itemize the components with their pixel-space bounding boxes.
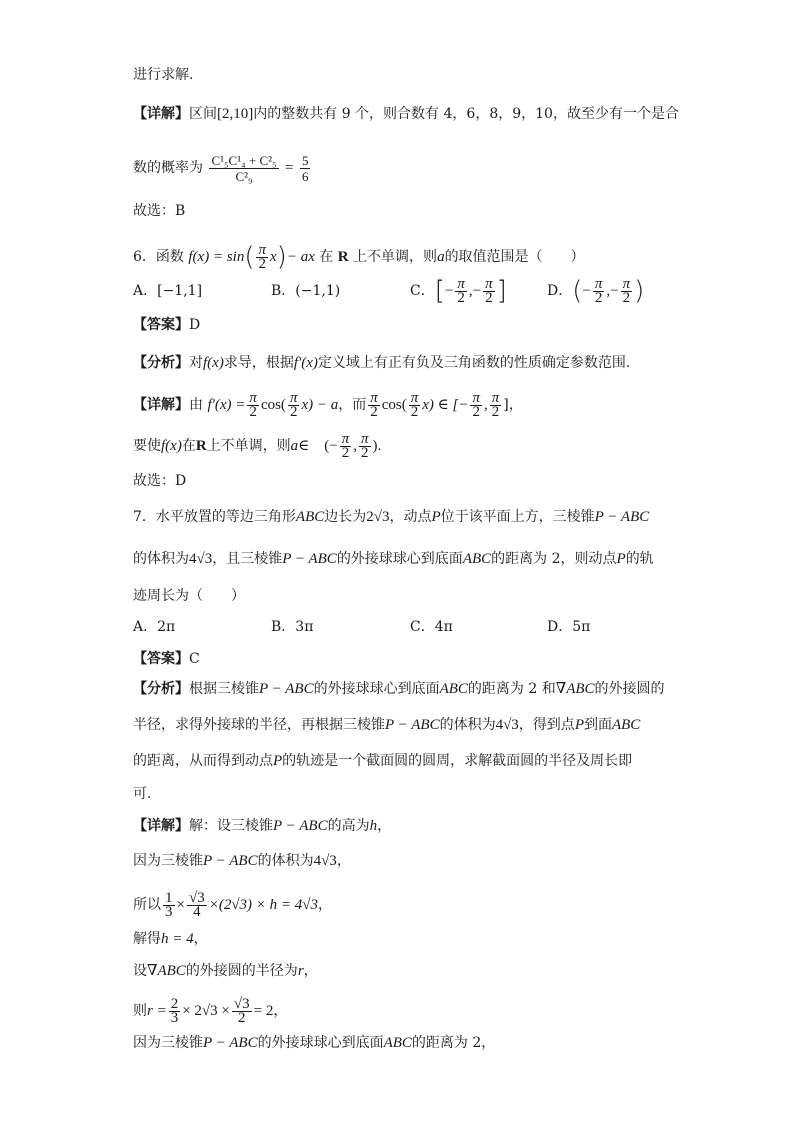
- answer-tag: 【答案】: [133, 651, 189, 667]
- text-span: 根据三棱锥: [189, 681, 259, 697]
- denominator: 2: [341, 444, 350, 461]
- q5-detail-line: [133, 103, 734, 125]
- text-span: 区间: [189, 106, 217, 122]
- numerator: √3: [188, 889, 205, 906]
- fraction-numerator: 5: [301, 152, 309, 168]
- text-span: 设: [133, 963, 147, 979]
- text-span: 定义域上有正有负及三角函数的性质确定参数范围.: [317, 355, 631, 371]
- text-span: 的轨迹是一个截面圆的圆周，求解截面圆的半径及周长即: [282, 753, 633, 769]
- text-span: 可.: [133, 786, 152, 802]
- text-span: ，: [336, 853, 351, 869]
- math-abc: ABC: [383, 1035, 412, 1051]
- math-p: P: [574, 717, 584, 733]
- text-span: 在: [314, 249, 338, 265]
- text-span: 位于该平面上方，三棱锥: [440, 509, 595, 525]
- denominator: 2: [491, 403, 500, 420]
- math-pabc: P − ABC: [203, 1035, 258, 1051]
- denominator: 2: [622, 289, 631, 306]
- q7-detail-2: [133, 850, 734, 872]
- text-span: 因为三棱锥: [133, 1035, 203, 1051]
- text-span: 的距离，从而得到动点: [133, 753, 273, 769]
- variable-x: x: [270, 249, 277, 265]
- q7-option-d[interactable]: [547, 616, 590, 638]
- numerator: √3: [233, 995, 250, 1012]
- numerator: π: [258, 241, 266, 258]
- text-span: 的取值范围是（ ）: [444, 249, 585, 265]
- numerator: π: [361, 430, 369, 447]
- text-span: 对: [189, 355, 203, 371]
- text-span: 的外接圆的半径为: [185, 963, 298, 979]
- q6-stem: [133, 240, 734, 274]
- math-triangle: ∇ABC: [147, 963, 186, 979]
- q7-option-c[interactable]: [410, 616, 453, 638]
- q5-prob-line: [133, 150, 734, 186]
- side-length: 2√3: [366, 509, 390, 525]
- option-label: D．: [547, 283, 573, 299]
- pi-over-2: [490, 389, 502, 420]
- text-span: 的外接球球心到底面: [336, 551, 463, 567]
- text-span: 所以: [133, 897, 161, 913]
- math-fprime: f′(x): [293, 355, 318, 371]
- text-span: ，而: [338, 397, 367, 413]
- q6-conclusion: 要使f(x)在R上不单调，则a∈ (− $\frac{\pi}{2}$ , $\frac{\pi}{2}$ ).: [133, 430, 382, 461]
- math-pabc: P − ABC: [259, 681, 314, 697]
- volume: 4√3: [313, 853, 337, 869]
- q6-answer: [133, 314, 734, 336]
- math-expr: = 2: [253, 1003, 274, 1019]
- q6-analysis: [133, 352, 734, 374]
- text-span: 的体积为: [439, 717, 496, 733]
- numerator: π: [491, 389, 500, 406]
- volume: 4√3: [189, 551, 213, 567]
- question-number: 7．水平放置的等边三角形: [133, 509, 296, 525]
- text-span: 迹周长为（ ）: [133, 588, 245, 604]
- cos-label: cos(: [260, 397, 286, 413]
- text-span: 的轨: [625, 551, 654, 567]
- math-r: r: [297, 963, 304, 979]
- math-abc: ABC: [611, 717, 641, 733]
- analysis-tag: 【分析】: [133, 355, 189, 371]
- text-span: 求导，根据: [223, 355, 294, 371]
- text-span: ，得到点: [518, 717, 575, 733]
- sqrt3-over-2: [232, 995, 252, 1026]
- text-span: 由: [189, 397, 203, 413]
- math-pabc: P − ABC: [273, 818, 328, 834]
- text-span: 的距离为 2 和: [467, 681, 556, 697]
- text-span: 的体积为: [257, 853, 314, 869]
- function-expr: f(x) = sin: [188, 249, 245, 265]
- text-span: 解得: [133, 931, 161, 947]
- numerator: 2: [170, 995, 179, 1012]
- denominator: 2: [485, 289, 493, 306]
- result-fraction: [300, 153, 311, 184]
- q7-detail-3: 所以 $\frac{1}{3}$ × $\frac{√3}{4}$ ×(2√3) × h = 4√3，: [133, 889, 333, 920]
- q7-detail-5: [133, 960, 734, 982]
- paren-left: (: [572, 276, 583, 306]
- text-span: 的外接圆的: [594, 681, 665, 697]
- math-expr: ∈ (−: [298, 438, 338, 454]
- reals-symbol: R: [337, 249, 349, 265]
- math-pabc: P − ABC: [203, 853, 258, 869]
- text-span: ，: [273, 1003, 288, 1019]
- math-fx: f(x): [203, 355, 224, 371]
- text-span: 边长为: [324, 509, 367, 525]
- math-pabc: P − ABC: [594, 509, 650, 525]
- option-label: A．2π: [133, 619, 176, 635]
- cos-label: cos(: [381, 397, 407, 413]
- text-span: 要使: [133, 438, 161, 454]
- analysis-tag: 【分析】: [133, 681, 189, 697]
- q7-option-a[interactable]: [133, 616, 175, 638]
- pi-over-2: [359, 430, 371, 461]
- text-span: 的体积为: [133, 551, 189, 567]
- q6-choice: [133, 470, 734, 492]
- pi-over-2: [247, 389, 259, 420]
- detail-tag: 【详解】: [133, 106, 189, 122]
- option-label: D．5π: [547, 619, 591, 635]
- math-p: P: [616, 551, 626, 567]
- pi-over-2: [409, 389, 421, 420]
- q7-stem-2: [133, 548, 734, 570]
- text-span: ，: [193, 931, 208, 947]
- math-triangle: ∇ABC: [555, 681, 595, 697]
- numerator: π: [594, 275, 603, 292]
- denominator: 3: [165, 903, 173, 920]
- text-span: 数的概率为: [133, 160, 203, 176]
- param-a: a: [437, 249, 445, 265]
- numerator: π: [457, 275, 465, 292]
- denominator: 2: [410, 403, 419, 420]
- q6-option-a[interactable]: [133, 280, 202, 302]
- neg-pi-over-2: [455, 275, 467, 306]
- answer-tag: 【答案】: [133, 317, 189, 333]
- answer-text: 故选：D: [133, 473, 187, 489]
- neg-pi-over-2: [593, 275, 605, 306]
- math-expr: h = 4: [161, 931, 194, 947]
- denominator: 2: [361, 444, 369, 461]
- text-span: ，: [318, 897, 333, 913]
- q7-detail-6: [133, 994, 734, 1028]
- fraction-numerator: C¹₅C¹₄ + C²₅: [211, 152, 277, 168]
- text-line: [133, 64, 734, 86]
- math-h: h: [369, 818, 378, 834]
- option-label: A．[−1,1]: [133, 283, 203, 299]
- one-third: [163, 889, 175, 920]
- math-expr: ).: [372, 438, 382, 454]
- equals-sign: =: [285, 160, 294, 176]
- option-label: B．3π: [271, 619, 314, 635]
- pi-over-2: [256, 241, 268, 272]
- param-a: a: [290, 438, 299, 454]
- pi-over-2: [368, 389, 380, 420]
- math-p: P: [273, 753, 283, 769]
- math-pabc: P − ABC: [385, 717, 440, 733]
- denominator: 2: [237, 1009, 246, 1026]
- text-span: 上不单调，则: [348, 249, 438, 265]
- numerator: π: [341, 430, 350, 447]
- option-label: C．: [410, 283, 435, 299]
- text-span: ，: [303, 963, 318, 979]
- text-span: 的高为: [327, 818, 370, 834]
- detail-tag: 【详解】: [133, 397, 189, 413]
- bracket-left: [: [434, 276, 445, 306]
- neg-pi-over-2: [621, 275, 633, 306]
- text-span: 在: [181, 438, 196, 454]
- q7-stem-3: [133, 585, 734, 607]
- paren-left: (: [244, 242, 255, 272]
- numerator: π: [370, 389, 378, 406]
- q7-analysis-3: [133, 750, 734, 772]
- q7-detail-1: [133, 815, 734, 837]
- q5-answer-line: [133, 200, 734, 222]
- q7-option-b[interactable]: [271, 616, 313, 638]
- math-abc: ABC: [295, 509, 325, 525]
- numerator: π: [485, 275, 493, 292]
- text-span: 内的整数共有 9 个，则合数有 4，6，8，9，10，故至少有一个是合: [253, 106, 679, 122]
- denominator: 2: [472, 403, 480, 420]
- q7-stem-1: [133, 506, 734, 528]
- denominator: 3: [170, 1009, 179, 1026]
- math-expr: r =: [147, 1003, 167, 1019]
- denominator: 2: [249, 403, 257, 420]
- paren-right: ): [634, 276, 645, 306]
- text-span: 到面: [583, 717, 612, 733]
- text-span: 因为三棱锥: [133, 853, 203, 869]
- q7-analysis-4: [133, 783, 734, 805]
- text-span: ，动点: [389, 509, 432, 525]
- pi-over-2: [470, 389, 482, 420]
- text-span: ]，: [503, 397, 523, 413]
- math-expr: x) ∈ [−: [422, 397, 469, 413]
- numerator: π: [472, 389, 480, 406]
- text-span: 解：设三棱锥: [189, 818, 273, 834]
- answer-text: 故选：B: [133, 203, 186, 219]
- math-pabc: P − ABC: [282, 551, 337, 567]
- math-fprime: f′(x) =: [207, 397, 246, 413]
- text-span: ，: [377, 818, 392, 834]
- q6-option-b[interactable]: [271, 280, 340, 302]
- fraction-denominator: 6: [301, 168, 309, 184]
- denominator: 4: [193, 903, 201, 920]
- q6-option-d[interactable]: D．(− $\frac{\pi}{2}$ ,− $\frac{\pi}{2}$ ): [547, 275, 645, 306]
- sqrt3-over-4: [187, 889, 207, 920]
- math-abc: ABC: [462, 551, 492, 567]
- two-thirds: [169, 995, 181, 1026]
- denominator: 2: [457, 289, 465, 306]
- q7-detail-7: [133, 1032, 734, 1054]
- math-expr: × 2√3 ×: [182, 1003, 230, 1019]
- text-span: 半径，求得外接球的半径，再根据三棱锥: [133, 717, 385, 733]
- q7-analysis-1: [133, 678, 734, 700]
- text-span: 的距离为 2，: [411, 1035, 496, 1051]
- pi-over-2: [340, 430, 352, 461]
- term-ax: − ax: [286, 249, 315, 265]
- denominator: 2: [594, 289, 603, 306]
- answer-value: C: [189, 651, 200, 667]
- numerator: π: [410, 389, 419, 406]
- math-p: P: [431, 509, 441, 525]
- option-label: B．(−1,1): [271, 283, 341, 299]
- bracket-right: ]: [496, 276, 507, 306]
- neg-pi-over-2: [483, 275, 495, 306]
- q7-analysis-2: [133, 714, 734, 736]
- numerator: π: [622, 275, 631, 292]
- text-span: ，且三棱锥: [212, 551, 283, 567]
- math-expr: x) − a: [301, 397, 339, 413]
- fraction-denominator: C²₉: [235, 168, 253, 184]
- prob-fraction: [209, 153, 278, 184]
- volume: 4√3: [495, 717, 519, 733]
- numerator: 1: [165, 889, 173, 906]
- reals-symbol: R: [195, 438, 207, 454]
- pi-over-2: [288, 389, 300, 420]
- answer-value: D: [189, 317, 201, 333]
- text-span: 上不单调，则: [206, 438, 291, 454]
- denominator: 2: [289, 403, 298, 420]
- math-expr: ×(2√3) × h = 4√3: [208, 897, 319, 913]
- q6-detail: 【详解】由 f′(x) = $\frac{\pi}{2}$ cos( $\frac{\pi}{2}$ x) − a，而 $\frac{\pi}{2}$ cos( $\frac{\pi}{2}$ x) ∈ [− $\frac{\pi}{2}$ , $\frac{\pi}{2}$ ]，: [133, 389, 523, 420]
- q7-detail-4: [133, 928, 734, 950]
- paren-right: ): [276, 242, 287, 272]
- continuation-text: 进行求解.: [133, 67, 194, 83]
- numerator: π: [289, 389, 298, 406]
- text-span: 的外接球球心到底面: [313, 681, 440, 697]
- denominator: 2: [370, 403, 378, 420]
- option-label: C．4π: [410, 619, 453, 635]
- math-abc: ABC: [439, 681, 468, 697]
- text-span: 的距离为 2，则动点: [491, 551, 617, 567]
- q6-option-c[interactable]: C．[− $\frac{\pi}{2}$ ,− $\frac{\pi}{2}$ ]: [410, 275, 507, 306]
- detail-tag: 【详解】: [133, 818, 189, 834]
- denominator: 2: [258, 255, 266, 272]
- q7-answer: [133, 648, 734, 670]
- text-span: 则: [133, 1003, 147, 1019]
- math-fx: f(x): [161, 438, 182, 454]
- question-number: 6．函数: [133, 249, 184, 265]
- interval: [2,10]: [217, 106, 254, 122]
- text-span: 的外接球球心到底面: [257, 1035, 384, 1051]
- numerator: π: [249, 389, 257, 406]
